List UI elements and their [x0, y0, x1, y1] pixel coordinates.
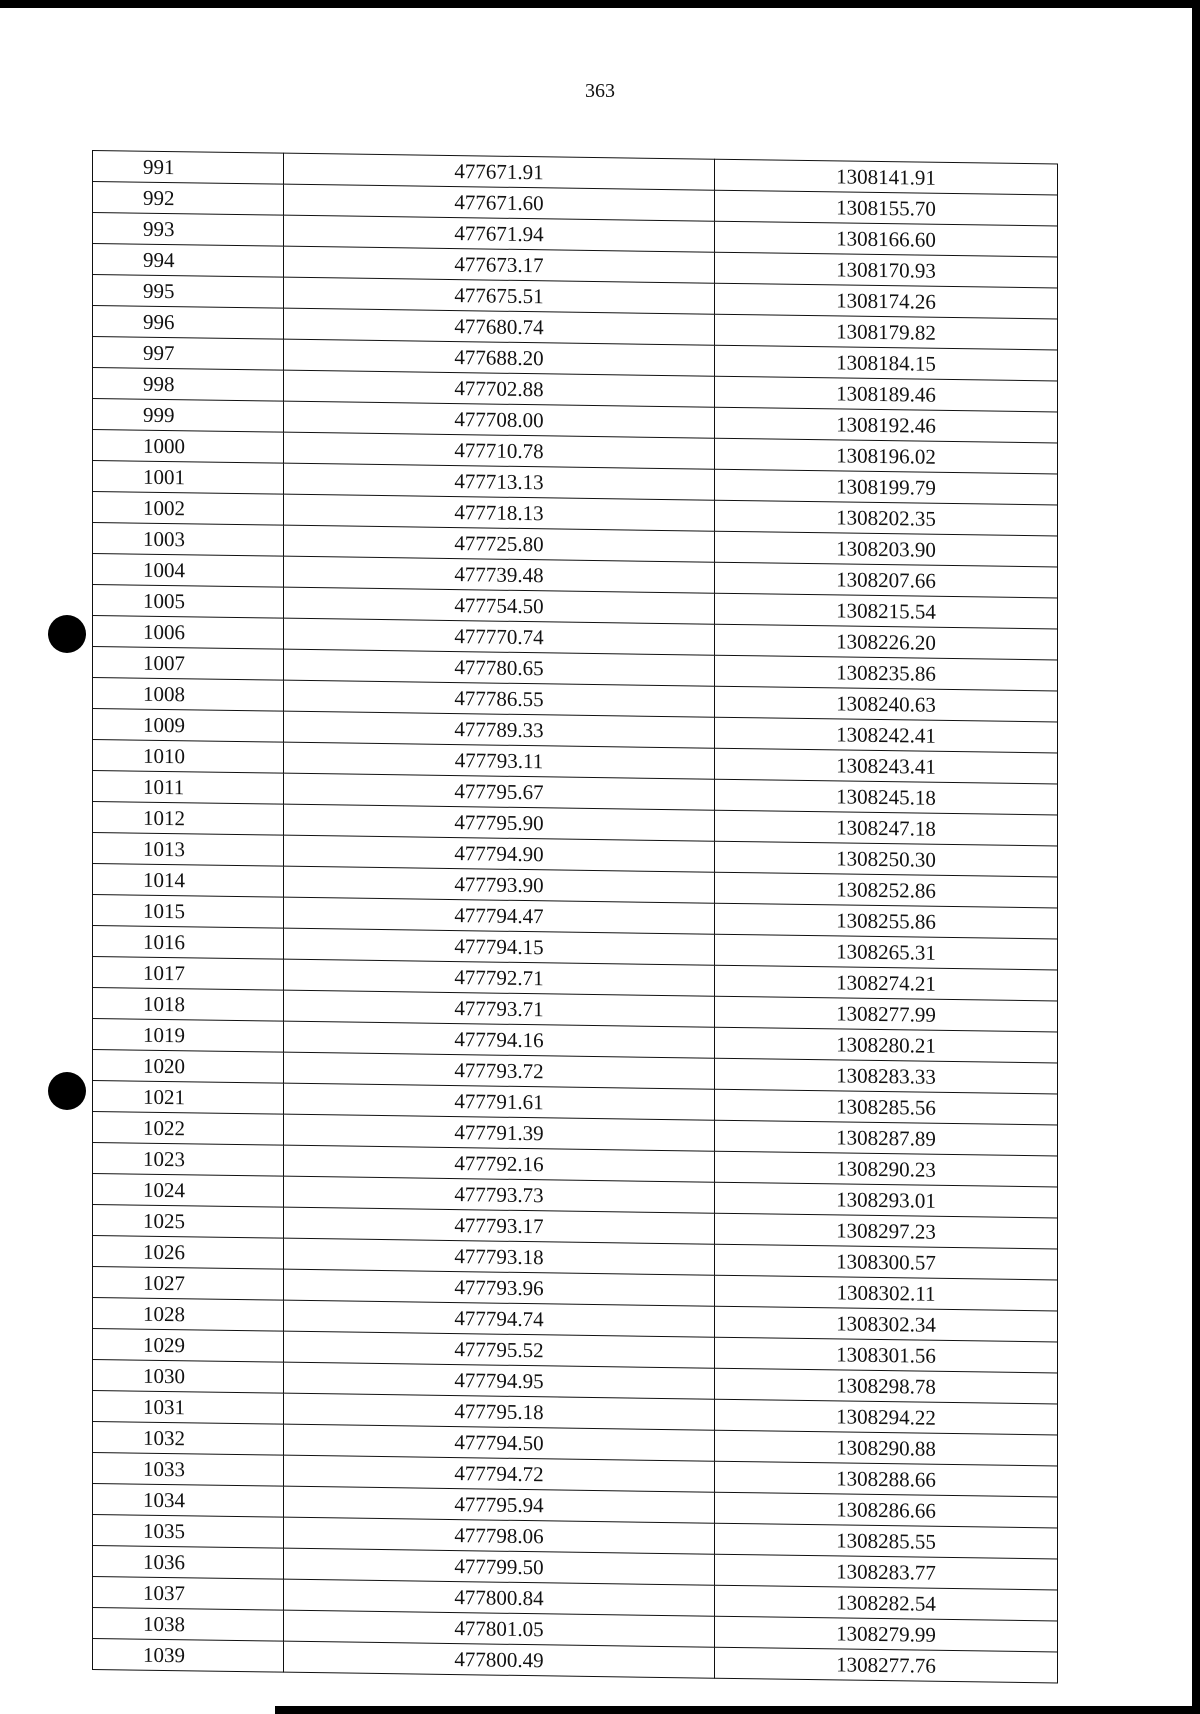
point-number-cell: 1035 — [93, 1515, 284, 1549]
point-number-cell: 1009 — [93, 709, 284, 743]
easting-cell: 477791.61 — [284, 1083, 715, 1120]
easting-cell: 477792.16 — [284, 1145, 715, 1182]
point-number-cell: 1000 — [93, 430, 284, 464]
point-number-cell: 1004 — [93, 554, 284, 588]
point-number-cell: 998 — [93, 368, 284, 402]
northing-cell: 1308265.31 — [715, 934, 1058, 970]
point-number-cell: 1027 — [93, 1267, 284, 1301]
easting-cell: 477794.90 — [284, 835, 715, 872]
northing-cell: 1308235.86 — [715, 655, 1058, 691]
point-number-cell: 1028 — [93, 1298, 284, 1332]
northing-cell: 1308287.89 — [715, 1120, 1058, 1156]
easting-cell: 477770.74 — [284, 618, 715, 655]
point-number-cell: 1020 — [93, 1050, 284, 1084]
northing-cell: 1308243.41 — [715, 748, 1058, 784]
northing-cell: 1308302.34 — [715, 1306, 1058, 1342]
northing-cell: 1308179.82 — [715, 314, 1058, 350]
northing-cell: 1308274.21 — [715, 965, 1058, 1001]
northing-cell: 1308301.56 — [715, 1337, 1058, 1373]
easting-cell: 477718.13 — [284, 494, 715, 531]
easting-cell: 477789.33 — [284, 711, 715, 748]
point-number-cell: 993 — [93, 213, 284, 247]
point-number-cell: 1036 — [93, 1546, 284, 1580]
point-number-cell: 1029 — [93, 1329, 284, 1363]
point-number-cell: 1018 — [93, 988, 284, 1022]
easting-cell: 477786.55 — [284, 680, 715, 717]
point-number-cell: 1006 — [93, 616, 284, 650]
easting-cell: 477713.13 — [284, 463, 715, 500]
northing-cell: 1308207.66 — [715, 562, 1058, 598]
easting-cell: 477794.72 — [284, 1455, 715, 1492]
northing-cell: 1308288.66 — [715, 1461, 1058, 1497]
point-number-cell: 996 — [93, 306, 284, 340]
point-number-cell: 1031 — [93, 1391, 284, 1425]
point-number-cell: 991 — [93, 151, 284, 185]
easting-cell: 477708.00 — [284, 401, 715, 438]
point-number-cell: 1017 — [93, 957, 284, 991]
easting-cell: 477795.67 — [284, 773, 715, 810]
point-number-cell: 1021 — [93, 1081, 284, 1115]
point-number-cell: 1038 — [93, 1608, 284, 1642]
coordinate-table-container — [92, 150, 1034, 1678]
point-number-cell: 1001 — [93, 461, 284, 495]
easting-cell: 477739.48 — [284, 556, 715, 593]
easting-cell: 477780.65 — [284, 649, 715, 686]
northing-cell: 1308283.33 — [715, 1058, 1058, 1094]
point-number-cell: 1019 — [93, 1019, 284, 1053]
point-number-cell: 1039 — [93, 1639, 284, 1673]
easting-cell: 477793.73 — [284, 1176, 715, 1213]
easting-cell: 477754.50 — [284, 587, 715, 624]
point-number-cell: 1003 — [93, 523, 284, 557]
easting-cell: 477671.91 — [284, 153, 715, 190]
easting-cell: 477673.17 — [284, 246, 715, 283]
easting-cell: 477793.71 — [284, 990, 715, 1027]
northing-cell: 1308300.57 — [715, 1244, 1058, 1280]
point-number-cell: 1024 — [93, 1174, 284, 1208]
coordinate-table — [92, 150, 1058, 1683]
northing-cell: 1308277.76 — [715, 1647, 1058, 1683]
northing-cell: 1308240.63 — [715, 686, 1058, 722]
easting-cell: 477794.15 — [284, 928, 715, 965]
northing-cell: 1308302.11 — [715, 1275, 1058, 1311]
easting-cell: 477792.71 — [284, 959, 715, 996]
point-number-cell: 1007 — [93, 647, 284, 681]
northing-cell: 1308283.77 — [715, 1554, 1058, 1590]
point-number-cell: 999 — [93, 399, 284, 433]
northing-cell: 1308199.79 — [715, 469, 1058, 505]
northing-cell: 1308155.70 — [715, 190, 1058, 226]
easting-cell: 477725.80 — [284, 525, 715, 562]
point-number-cell: 995 — [93, 275, 284, 309]
point-number-cell: 1025 — [93, 1205, 284, 1239]
easting-cell: 477795.90 — [284, 804, 715, 841]
northing-cell: 1308297.23 — [715, 1213, 1058, 1249]
point-number-cell: 1026 — [93, 1236, 284, 1270]
northing-cell: 1308245.18 — [715, 779, 1058, 815]
northing-cell: 1308196.02 — [715, 438, 1058, 474]
coordinate-table-body — [93, 151, 1058, 1683]
point-number-cell: 1002 — [93, 492, 284, 526]
easting-cell: 477671.94 — [284, 215, 715, 252]
northing-cell: 1308166.60 — [715, 221, 1058, 257]
page-number: 363 — [585, 80, 615, 102]
northing-cell: 1308285.55 — [715, 1523, 1058, 1559]
northing-cell: 1308298.78 — [715, 1368, 1058, 1404]
northing-cell: 1308202.35 — [715, 500, 1058, 536]
easting-cell: 477794.95 — [284, 1362, 715, 1399]
northing-cell: 1308189.46 — [715, 376, 1058, 412]
point-number-cell: 992 — [93, 182, 284, 216]
scan-edge-right — [1192, 0, 1200, 1714]
point-number-cell: 994 — [93, 244, 284, 278]
point-number-cell: 1032 — [93, 1422, 284, 1456]
easting-cell: 477795.94 — [284, 1486, 715, 1523]
northing-cell: 1308255.86 — [715, 903, 1058, 939]
northing-cell: 1308285.56 — [715, 1089, 1058, 1125]
northing-cell: 1308247.18 — [715, 810, 1058, 846]
easting-cell: 477798.06 — [284, 1517, 715, 1554]
easting-cell: 477794.16 — [284, 1021, 715, 1058]
easting-cell: 477800.49 — [284, 1641, 715, 1678]
easting-cell: 477793.17 — [284, 1207, 715, 1244]
point-number-cell: 1016 — [93, 926, 284, 960]
point-number-cell: 1008 — [93, 678, 284, 712]
easting-cell: 477675.51 — [284, 277, 715, 314]
northing-cell: 1308170.93 — [715, 252, 1058, 288]
point-number-cell: 1030 — [93, 1360, 284, 1394]
point-number-cell: 1012 — [93, 802, 284, 836]
point-number-cell: 1015 — [93, 895, 284, 929]
easting-cell: 477799.50 — [284, 1548, 715, 1585]
northing-cell: 1308282.54 — [715, 1585, 1058, 1621]
point-number-cell: 1037 — [93, 1577, 284, 1611]
northing-cell: 1308174.26 — [715, 283, 1058, 319]
northing-cell: 1308279.99 — [715, 1616, 1058, 1652]
point-number-cell: 1011 — [93, 771, 284, 805]
northing-cell: 1308294.22 — [715, 1399, 1058, 1435]
easting-cell: 477800.84 — [284, 1579, 715, 1616]
easting-cell: 477801.05 — [284, 1610, 715, 1647]
northing-cell: 1308277.99 — [715, 996, 1058, 1032]
easting-cell: 477793.96 — [284, 1269, 715, 1306]
northing-cell: 1308293.01 — [715, 1182, 1058, 1218]
northing-cell: 1308203.90 — [715, 531, 1058, 567]
point-number-cell: 1033 — [93, 1453, 284, 1487]
point-number-cell: 1014 — [93, 864, 284, 898]
easting-cell: 477702.88 — [284, 370, 715, 407]
easting-cell: 477671.60 — [284, 184, 715, 221]
northing-cell: 1308252.86 — [715, 872, 1058, 908]
easting-cell: 477793.72 — [284, 1052, 715, 1089]
easting-cell: 477710.78 — [284, 432, 715, 469]
point-number-cell: 1013 — [93, 833, 284, 867]
point-number-cell: 997 — [93, 337, 284, 371]
scan-edge-bottom — [275, 1706, 1200, 1714]
northing-cell: 1308290.23 — [715, 1151, 1058, 1187]
easting-cell: 477680.74 — [284, 308, 715, 345]
easting-cell: 477794.50 — [284, 1424, 715, 1461]
northing-cell: 1308226.20 — [715, 624, 1058, 660]
northing-cell: 1308286.66 — [715, 1492, 1058, 1528]
easting-cell: 477793.11 — [284, 742, 715, 779]
easting-cell: 477688.20 — [284, 339, 715, 376]
punch-hole-mark — [48, 1072, 86, 1110]
easting-cell: 477794.74 — [284, 1300, 715, 1337]
northing-cell: 1308215.54 — [715, 593, 1058, 629]
northing-cell: 1308192.46 — [715, 407, 1058, 443]
easting-cell: 477795.18 — [284, 1393, 715, 1430]
northing-cell: 1308184.15 — [715, 345, 1058, 381]
scan-edge-top — [0, 0, 1200, 8]
point-number-cell: 1023 — [93, 1143, 284, 1177]
point-number-cell: 1022 — [93, 1112, 284, 1146]
northing-cell: 1308242.41 — [715, 717, 1058, 753]
northing-cell: 1308250.30 — [715, 841, 1058, 877]
easting-cell: 477791.39 — [284, 1114, 715, 1151]
point-number-cell: 1005 — [93, 585, 284, 619]
point-number-cell: 1034 — [93, 1484, 284, 1518]
easting-cell: 477793.18 — [284, 1238, 715, 1275]
punch-hole-mark — [48, 615, 86, 653]
northing-cell: 1308280.21 — [715, 1027, 1058, 1063]
northing-cell: 1308290.88 — [715, 1430, 1058, 1466]
easting-cell: 477793.90 — [284, 866, 715, 903]
point-number-cell: 1010 — [93, 740, 284, 774]
easting-cell: 477794.47 — [284, 897, 715, 934]
northing-cell: 1308141.91 — [715, 159, 1058, 195]
easting-cell: 477795.52 — [284, 1331, 715, 1368]
